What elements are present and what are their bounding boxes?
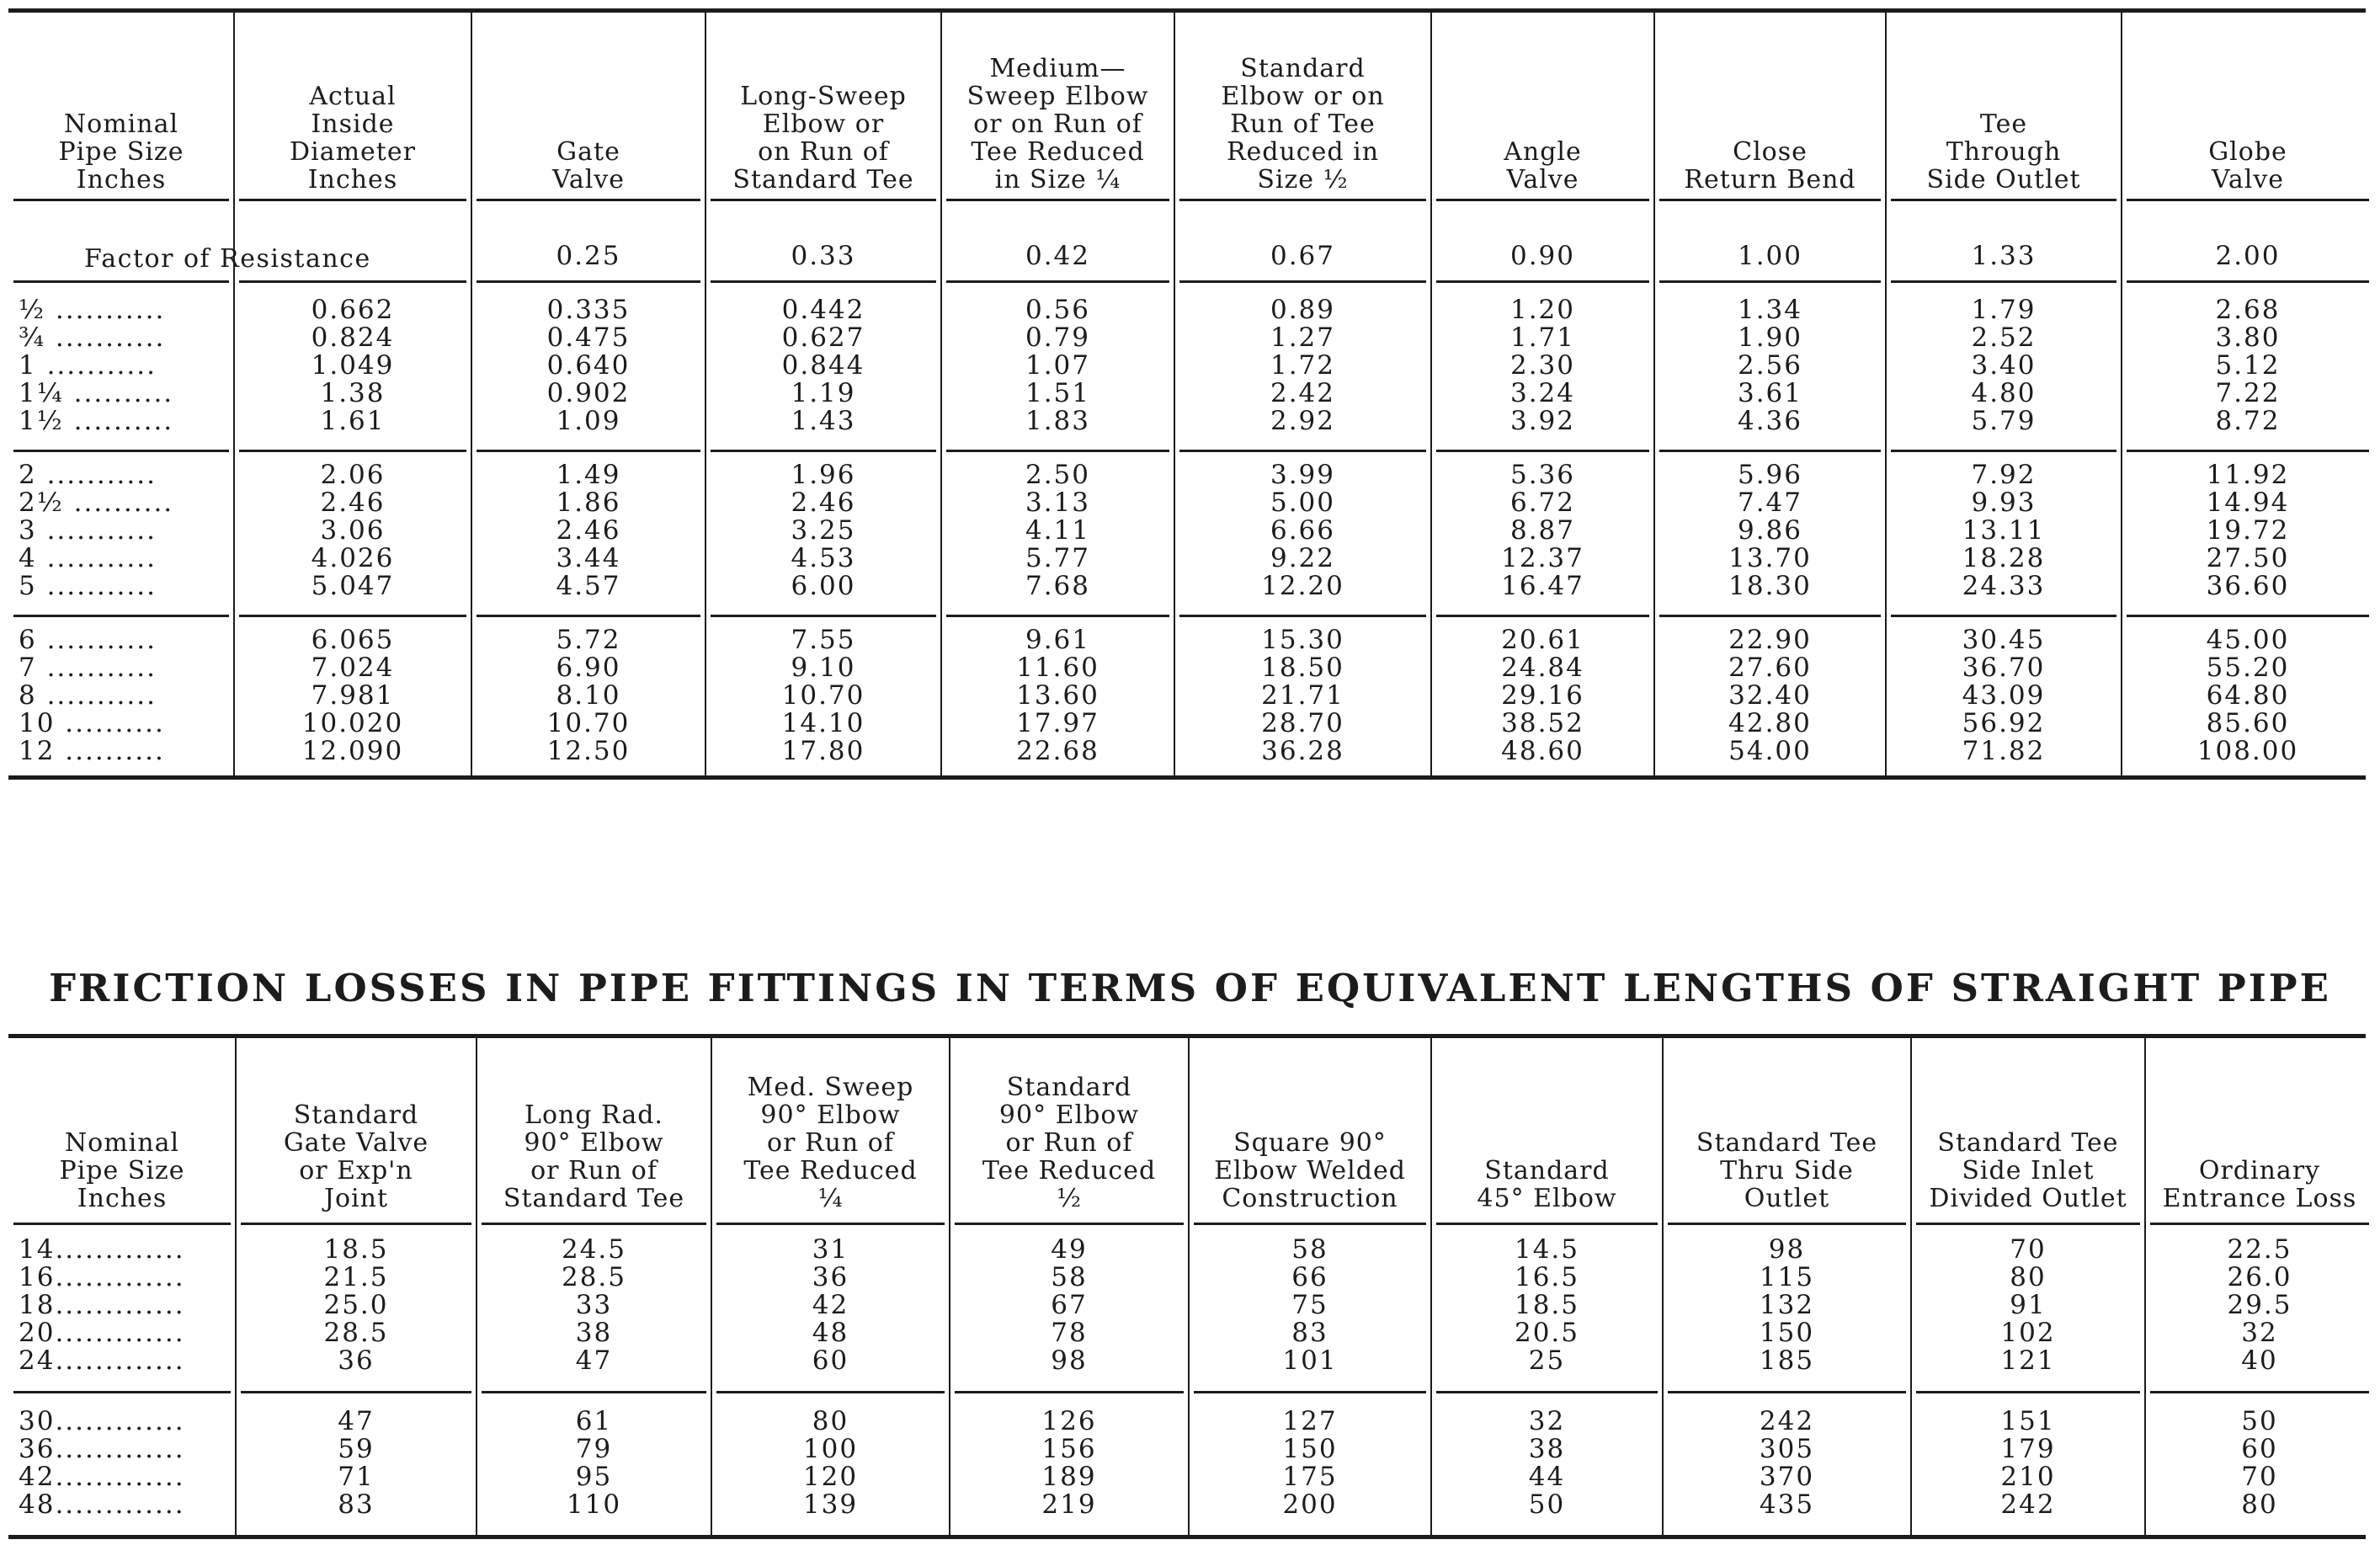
table1-group-rule xyxy=(477,450,700,452)
table2-header-8: Standard Tee Side Inlet Divided Outlet xyxy=(1929,1128,2127,1213)
factor-row-rule xyxy=(711,280,936,283)
table2-header-2: Long Rad. 90° Elbow or Run of Standard Tee xyxy=(503,1100,685,1213)
table2-group-rule xyxy=(241,1391,471,1393)
table1-header-rule xyxy=(1659,199,1881,201)
table2-header-rule xyxy=(716,1223,945,1225)
table1-group-rule xyxy=(1179,615,1426,617)
table2-header-1: Standard Gate Valve or Exp'n Joint xyxy=(283,1100,429,1213)
table2-data-cell: 18.5 21.5 25.0 28.5 36 xyxy=(323,1234,389,1376)
table2-header-4: Standard 90° Elbow or Run of Tee Reduced ½ xyxy=(982,1073,1157,1213)
table2-group-rule xyxy=(1916,1391,2140,1393)
table1-top-rule xyxy=(8,8,2366,13)
table1-header-5: Standard Elbow or on Run of Tee Reduced in Size ½ xyxy=(1221,54,1385,194)
table-title: FRICTION LOSSES IN PIPE FITTINGS IN TERMS OF EQUIVALENT LENGTHS OF STRAIGHT PIPE xyxy=(49,966,2331,1010)
table1-header-rule xyxy=(1891,199,2116,201)
table1-data-cell: 6.065 7.024 7.981 10.020 12.090 xyxy=(301,625,404,766)
table2-data-cell: 151 179 210 242 xyxy=(2000,1406,2056,1520)
factor-row-rule xyxy=(1179,280,1426,283)
table1-data-cell: 20.61 24.84 29.16 38.52 48.60 xyxy=(1501,625,1584,766)
table2-group-rule xyxy=(716,1391,945,1393)
table1-size-column: 2 ........... 2½ .......... 3 ........... 4 ........... 5 ........... xyxy=(19,460,174,601)
table2-header-3: Med. Sweep 90° Elbow or Run of Tee Reduced ¼ xyxy=(743,1073,918,1213)
table1-header-rule xyxy=(1179,199,1426,201)
table1-group-rule xyxy=(239,450,466,452)
table2-data-cell: 49 58 67 78 98 xyxy=(1051,1234,1088,1376)
table2-group-rule xyxy=(1668,1391,1906,1393)
table1-header-0: Nominal Pipe Size Inches xyxy=(58,109,184,194)
table1-data-cell: 2.50 3.13 4.11 5.77 7.68 xyxy=(1025,460,1091,601)
factor-row-rule xyxy=(2127,280,2369,283)
table2-size-column: 30............. 36............. 42............. 48............. xyxy=(19,1406,185,1520)
table1-group-rule xyxy=(1179,450,1426,452)
table1-header-rule xyxy=(239,199,466,201)
factor-value: 1.33 xyxy=(1971,241,2037,271)
table1-data-cell: 0.56 0.79 1.07 1.51 1.83 xyxy=(1025,295,1091,436)
table1-header-9: Globe Valve xyxy=(2208,137,2287,194)
table1-group-rule xyxy=(13,615,229,617)
table1-group-rule xyxy=(1436,450,1649,452)
table2-header-5: Square 90° Elbow Welded Construction xyxy=(1214,1128,1406,1213)
table1-header-8: Tee Through Side Outlet xyxy=(1926,109,2081,194)
table1-data-cell: 7.92 9.93 13.11 18.28 24.33 xyxy=(1962,460,2046,601)
table2-header-rule xyxy=(13,1223,231,1225)
table1-data-cell: 9.61 11.60 13.60 17.97 22.68 xyxy=(1016,625,1099,766)
table1-header-rule xyxy=(477,199,700,201)
table2-header-rule xyxy=(1436,1223,1658,1225)
table2-group-rule xyxy=(13,1391,231,1393)
table1-data-cell: 2.68 3.80 5.12 7.22 8.72 xyxy=(2215,295,2281,436)
table2-data-cell: 32 38 44 50 xyxy=(1528,1406,1566,1520)
table1-header-rule xyxy=(1436,199,1649,201)
table2-header-6: Standard 45° Elbow xyxy=(1477,1156,1617,1213)
factor-value: 0.90 xyxy=(1509,241,1576,271)
table1-data-cell: 1.20 1.71 2.30 3.24 3.92 xyxy=(1509,295,1576,436)
table2-group-rule xyxy=(482,1391,706,1393)
table1-data-cell: 45.00 55.20 64.80 85.60 108.00 xyxy=(2196,625,2299,766)
table2-size-column: 14............. 16............. 18............. 20............. 24............. xyxy=(19,1234,185,1376)
table1-data-cell: 1.49 1.86 2.46 3.44 4.57 xyxy=(556,460,621,601)
table1-header-6: Angle Valve xyxy=(1504,137,1582,194)
table2-data-cell: 31 36 42 48 60 xyxy=(812,1234,849,1376)
table1-data-cell: 1.34 1.90 2.56 3.61 4.36 xyxy=(1737,295,1803,436)
table2-data-cell: 127 150 175 200 xyxy=(1282,1406,1338,1520)
table2-data-cell: 126 156 189 219 xyxy=(1041,1406,1097,1520)
table1-data-cell: 5.96 7.47 9.86 13.70 18.30 xyxy=(1728,460,1812,601)
table2-data-cell: 70 80 91 102 121 xyxy=(2000,1234,2056,1376)
table2-data-cell: 50 60 70 80 xyxy=(2241,1406,2278,1520)
table1-group-rule xyxy=(711,615,936,617)
table1-data-cell: 5.72 6.90 8.10 10.70 12.50 xyxy=(546,625,631,766)
table1-data-cell: 3.99 5.00 6.66 9.22 12.20 xyxy=(1261,460,1344,601)
factor-value: 0.42 xyxy=(1025,241,1091,271)
table2-header-rule xyxy=(2150,1223,2369,1225)
table2-data-cell: 61 79 95 110 xyxy=(566,1406,622,1520)
table2-top-rule xyxy=(8,1034,2366,1038)
table1-group-rule xyxy=(2127,450,2369,452)
table1-header-3: Long-Sweep Elbow or on Run of Standard Tee xyxy=(732,82,914,194)
table1-data-cell: 15.30 18.50 21.71 28.70 36.28 xyxy=(1261,625,1344,766)
table1-data-cell: 7.55 9.10 10.70 14.10 17.80 xyxy=(781,625,865,766)
table2-header-rule xyxy=(1668,1223,1906,1225)
factor-row-rule xyxy=(1891,280,2116,283)
table1-bottom-rule xyxy=(8,775,2366,780)
table1-data-cell: 2.06 2.46 3.06 4.026 5.047 xyxy=(311,460,395,601)
table2-header-rule xyxy=(955,1223,1184,1225)
factor-row-rule xyxy=(946,280,1169,283)
table1-data-cell: 5.36 6.72 8.87 12.37 16.47 xyxy=(1501,460,1584,601)
table1-header-2: Gate Valve xyxy=(551,137,626,194)
factor-of-resistance-label: Factor of Resistance xyxy=(84,244,371,274)
table1-group-rule xyxy=(1891,615,2116,617)
table2-data-cell: 22.5 26.0 29.5 32 40 xyxy=(2227,1234,2292,1376)
factor-row-rule xyxy=(477,280,700,283)
table2-group-rule xyxy=(2150,1391,2369,1393)
table1-data-cell: 11.92 14.94 19.72 27.50 36.60 xyxy=(2206,460,2290,601)
table1-data-cell: 0.662 0.824 1.049 1.38 1.61 xyxy=(311,295,395,436)
factor-value: 0.67 xyxy=(1270,241,1336,271)
table2-data-cell: 98 115 132 150 185 xyxy=(1759,1234,1815,1376)
table2-header-rule xyxy=(482,1223,706,1225)
factor-value: 0.25 xyxy=(556,241,621,271)
factor-row-rule xyxy=(1436,280,1649,283)
table2-group-rule xyxy=(1194,1391,1426,1393)
table1-header-7: Close Return Bend xyxy=(1684,137,1856,194)
table2-data-cell: 14.5 16.5 18.5 20.5 25 xyxy=(1514,1234,1580,1376)
table1-header-rule xyxy=(946,199,1169,201)
table1-group-rule xyxy=(711,450,936,452)
table1-header-rule xyxy=(13,199,229,201)
table1-group-rule xyxy=(1659,450,1881,452)
table2-header-rule xyxy=(1916,1223,2140,1225)
table1-data-cell: 0.335 0.475 0.640 0.902 1.09 xyxy=(546,295,631,436)
table2-header-7: Standard Tee Thru Side Outlet xyxy=(1696,1128,1878,1213)
table2-header-0: Nominal Pipe Size Inches xyxy=(59,1128,185,1213)
table1-size-column: 6 ........... 7 ........... 8 ........... 10 .......... 12 .......... xyxy=(19,625,165,766)
table1-group-rule xyxy=(13,450,229,452)
table1-group-rule xyxy=(1436,615,1649,617)
table2-header-rule xyxy=(1194,1223,1426,1225)
table1-data-cell: 1.96 2.46 3.25 4.53 6.00 xyxy=(791,460,856,601)
factor-row-rule xyxy=(1659,280,1881,283)
table1-header-rule xyxy=(2127,199,2369,201)
table2-group-rule xyxy=(1436,1391,1658,1393)
table1-group-rule xyxy=(2127,615,2369,617)
table2-data-cell: 24.5 28.5 33 38 47 xyxy=(561,1234,627,1376)
table1-data-cell: 1.79 2.52 3.40 4.80 5.79 xyxy=(1971,295,2037,436)
factor-row-rule-left xyxy=(239,280,466,283)
factor-value: 1.00 xyxy=(1737,241,1803,271)
table1-group-rule xyxy=(946,450,1169,452)
table1-group-rule xyxy=(477,615,700,617)
factor-value: 0.33 xyxy=(791,241,856,271)
table2-data-cell: 58 66 75 83 101 xyxy=(1282,1234,1338,1376)
table2-header-rule xyxy=(241,1223,471,1225)
table1-data-cell: 30.45 36.70 43.09 56.92 71.82 xyxy=(1962,625,2046,766)
table2-data-cell: 47 59 71 83 xyxy=(338,1406,375,1520)
table1-data-cell: 0.442 0.627 0.844 1.19 1.43 xyxy=(781,295,865,436)
table2-data-cell: 80 100 120 139 xyxy=(802,1406,859,1520)
table1-size-column: ½ ........... ¾ ........... 1 ........... 1¼ .......... 1½ .......... xyxy=(19,295,174,436)
table1-data-cell: 0.89 1.27 1.72 2.42 2.92 xyxy=(1270,295,1336,436)
table1-header-rule xyxy=(711,199,936,201)
table1-group-rule xyxy=(1891,450,2116,452)
table1-data-cell: 22.90 27.60 32.40 42.80 54.00 xyxy=(1728,625,1812,766)
table1-group-rule xyxy=(1659,615,1881,617)
factor-row-rule-left xyxy=(13,280,229,283)
table1-group-rule xyxy=(946,615,1169,617)
table2-bottom-rule xyxy=(8,1535,2366,1539)
table2-group-rule xyxy=(955,1391,1184,1393)
factor-value: 2.00 xyxy=(2215,241,2281,271)
table2-header-9: Ordinary Entrance Loss xyxy=(2162,1156,2357,1213)
table1-group-rule xyxy=(239,615,466,617)
table1-header-4: Medium— Sweep Elbow or on Run of Tee Reduced in Size ¼ xyxy=(966,54,1149,194)
table2-data-cell: 242 305 370 435 xyxy=(1759,1406,1815,1520)
table1-header-1: Actual Inside Diameter Inches xyxy=(290,82,416,194)
